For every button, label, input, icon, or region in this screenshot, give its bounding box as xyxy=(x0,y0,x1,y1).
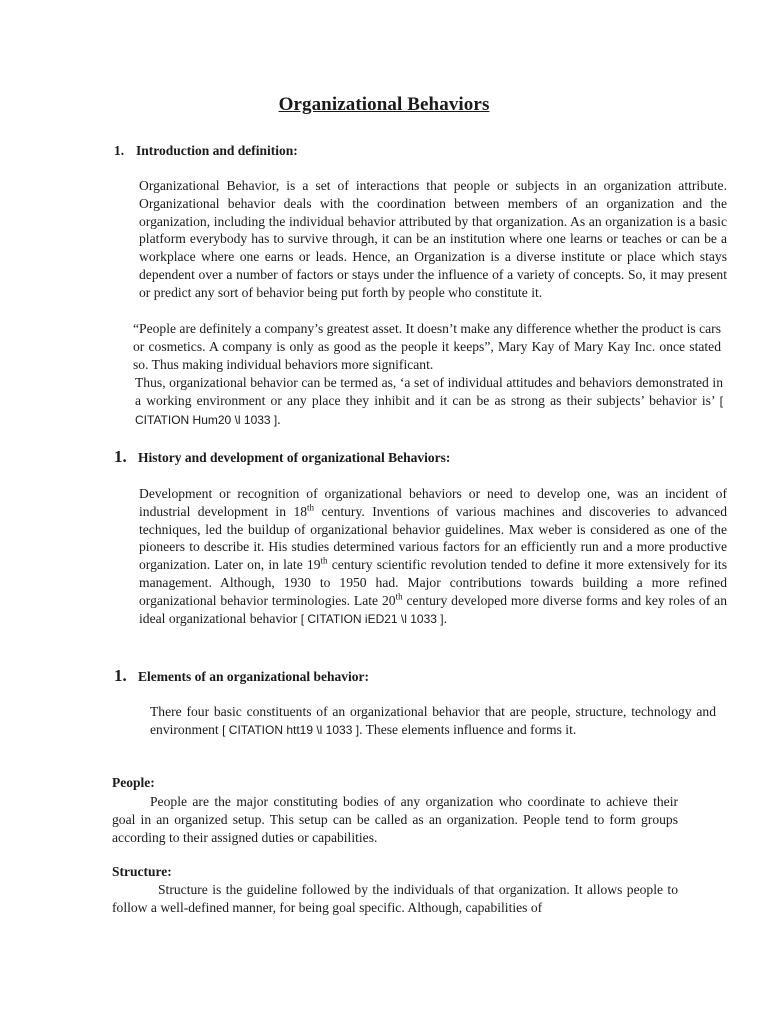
superscript: th xyxy=(395,591,403,602)
definition-paragraph xyxy=(89,374,723,429)
intro-paragraph xyxy=(89,177,727,302)
citation: [ CITATION htt19 \l 1033 ] xyxy=(222,722,360,737)
history-text-a: Development or recognition of organizational behaviors or need to develop one, was an incident of industrial development in 18 xyxy=(139,486,727,519)
people-paragraph xyxy=(112,793,678,846)
citation: [ CITATION iED21 \l 1033 ] xyxy=(300,611,444,626)
history-text-d: century developed more diverse forms and key roles of an ideal organizational behavior xyxy=(139,592,727,626)
structure-text: Structure is the guideline followed by the individuals of that organization. It allows people to follow a well-defined manner, for being goal specific. Although, capabilities of xyxy=(112,882,678,915)
section-title: Elements of an organizational behavior: xyxy=(138,669,369,684)
intro-paragraph-text: Organizational Behavior, is a set of interactions that people or subjects in an organization attribute. Organizational behavior deals with the coordination between members of an organization and the organization, including the individual behavior attributed by that organization. As an organization is a basic platform everybody has to survive through, it can be an institution where one learns or teaches or can be a workplace where one earns or leads. Hence, an Organization is a diverse institute or place which stays dependent over a number of factors or stays under the influence of a variety of concepts. So, it may present or predict any sort of behavior being put forth by people who constitute it. xyxy=(139,178,727,300)
section-number: 1. xyxy=(114,447,127,466)
people-heading: People: xyxy=(112,775,155,790)
superscript: th xyxy=(307,502,315,513)
section-number: 1. xyxy=(114,666,127,685)
definition-text: Thus, organizational behavior can be termed as, ‘a set of individual attitudes and behaviors demonstrated in a working environment or any place they inhibit and it can be as strong as their subjects’ behavior is’ xyxy=(135,375,723,408)
section-title: History and development of organizational Behaviors: xyxy=(138,450,451,465)
history-text-b: century. Inventions of various machines and discoveries to advanced techniques, led the buildup of organizational behavior guidelines. Max weber is considered as one of the pioneers to describe it. His studies determined various factors for an efficiently run and a more productive organization. Later on, in late 19 xyxy=(139,503,727,573)
superscript: th xyxy=(320,555,328,566)
section-heading-history xyxy=(114,447,450,467)
people-text: People are the major constituting bodies of any organization who coordinate to achieve their goal in an organized setup. This setup can be called as an organization. People tend to form groups according to their assigned duties or capabilities. xyxy=(112,794,678,845)
section-heading-introduction xyxy=(114,143,298,159)
quote-paragraph-text: “People are definitely a company’s greatest asset. It doesn’t make any difference whether the product is cars or cosmetics. A company is only as good as the people it keeps”, Mary Kay of Mary Kay Inc. once stated so. Thus making individual behaviors more significant. xyxy=(133,321,721,372)
section-title: Introduction and definition: xyxy=(136,143,298,158)
citation: [ CITATION Hum20 \l 1033 ] xyxy=(135,393,723,427)
elements-text-a: There four basic constituents of an organizational behavior that are people, structure, technology and environment xyxy=(150,704,716,737)
history-text-c: century scientific revolution tended to define it more extensively for its management. Although, 1930 to 1950 had. Major contributions towards building a more refined organizational behavior terminologies. Late 20 xyxy=(139,557,728,608)
elements-text-b: . These elements influence and forms it. xyxy=(359,721,577,737)
history-end: . xyxy=(443,610,448,626)
document-title: Organizational Behaviors xyxy=(278,94,490,115)
structure-heading: Structure: xyxy=(112,864,172,879)
section-heading-elements xyxy=(114,666,369,686)
definition-end: . xyxy=(277,411,281,427)
elements-paragraph xyxy=(112,703,716,740)
section-number: 1. xyxy=(114,143,125,158)
quote-paragraph xyxy=(89,320,721,373)
structure-paragraph xyxy=(112,881,678,917)
history-paragraph xyxy=(89,485,727,628)
